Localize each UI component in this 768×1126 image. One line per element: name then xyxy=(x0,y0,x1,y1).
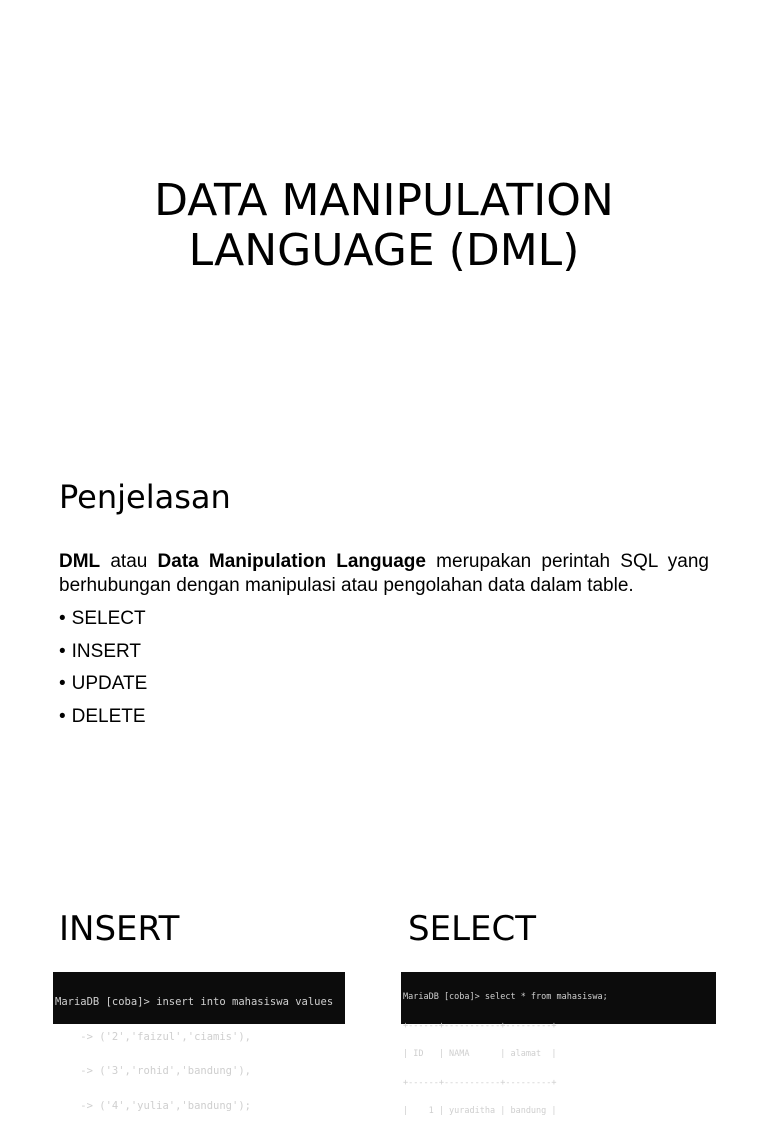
console-line: -> ('3','rohid','bandung'), xyxy=(55,1065,251,1077)
title-line-2: LANGUAGE (DML) xyxy=(188,225,580,276)
console-line: MariaDB [coba]> select * from mahasiswa; xyxy=(403,992,608,1002)
insert-heading: INSERT xyxy=(59,909,180,949)
dml-abbrev: DML xyxy=(59,551,101,572)
list-item-label: INSERT xyxy=(71,640,141,662)
list-item xyxy=(59,639,147,672)
bullet-icon: • xyxy=(59,640,66,662)
list-item-label: SELECT xyxy=(71,608,146,629)
select-console-screenshot xyxy=(401,972,716,1116)
console-line: -> ('4','yulia','bandung'); xyxy=(55,1099,251,1112)
list-item-label: UPDATE xyxy=(71,673,148,694)
console-line: +------+-----------+---------+ xyxy=(403,1020,557,1031)
dml-description xyxy=(59,550,709,598)
bullet-icon: • xyxy=(59,705,66,727)
title-line-1: DATA MANIPULATION xyxy=(154,175,614,226)
insert-console-screenshot xyxy=(53,972,345,1112)
console-line: -> ('2','faizul','ciamis'), xyxy=(55,1030,251,1043)
console-line: | 1 | yuraditha | bandung | xyxy=(403,1106,557,1116)
console-line: MariaDB [coba]> insert into mahasiswa values xyxy=(55,996,334,1008)
list-item-label: DELETE xyxy=(71,705,146,727)
dml-fullname: Data Manipulation Language xyxy=(157,551,426,572)
desc-connector: atau xyxy=(100,551,158,572)
list-item xyxy=(59,704,147,737)
dml-command-list xyxy=(59,606,147,736)
console-line: | ID | NAMA | alamat | xyxy=(403,1049,557,1059)
slide-title xyxy=(0,176,768,276)
list-item xyxy=(59,671,147,704)
bullet-icon: • xyxy=(59,608,66,629)
bullet-icon: • xyxy=(59,673,66,694)
list-item xyxy=(59,606,147,639)
section-heading: Penjelasan xyxy=(59,478,231,516)
desc-rest: merupakan perintah SQL yang berhubungan dengan manipulasi atau pengolahan data dalam table. xyxy=(59,551,709,596)
console-line: +------+-----------+---------+ xyxy=(403,1077,557,1088)
select-heading: SELECT xyxy=(408,909,536,949)
